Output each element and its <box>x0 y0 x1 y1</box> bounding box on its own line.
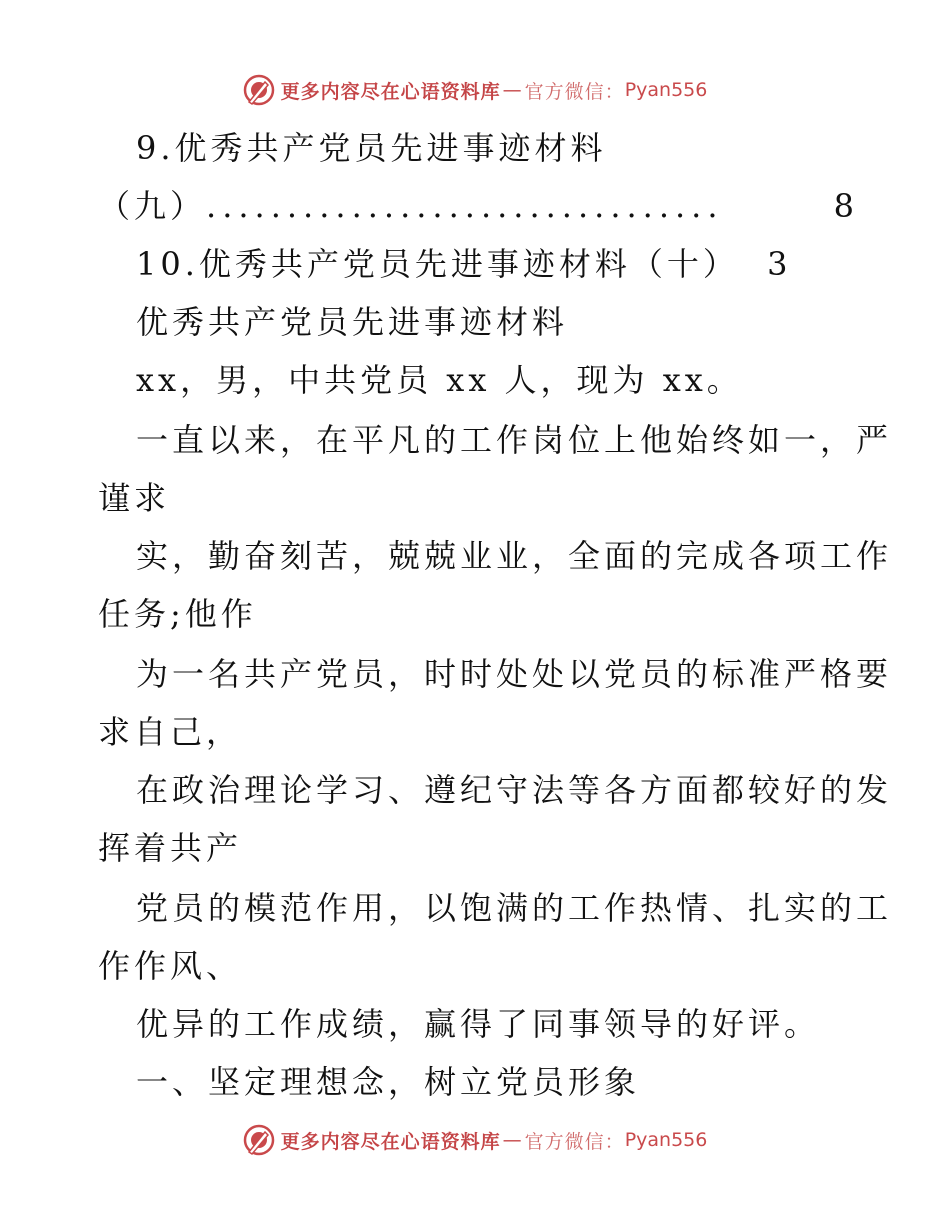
paragraph-line: 挥着共产 <box>98 829 243 867</box>
section-heading: 一、坚定理想念，树立党员形象 <box>136 1063 641 1101</box>
paragraph-line: 求自己， <box>98 713 243 751</box>
article-heading: 优秀共产党员先进事迹材料 <box>136 303 569 341</box>
toc-entry-10-title: 10.优秀共产党员先进事迹材料（十） <box>136 245 739 283</box>
watermark-wechat-id: Pyan556 <box>624 1129 708 1151</box>
watermark-separator: — <box>502 79 523 101</box>
watermark-label: 官方微信： <box>524 1130 625 1153</box>
paragraph-line: 为一名共产党员，时时处处以党员的标准严格要 <box>136 655 893 693</box>
paragraph-line: 在政治理论学习、遵纪守法等各方面都较好的发 <box>136 771 893 809</box>
paragraph-line: 任务;他作 <box>98 595 257 633</box>
paragraph-line: 实，勤奋刻苦，兢兢业业，全面的完成各项工作 <box>136 537 893 575</box>
paragraph-line: 谨求 <box>98 479 171 517</box>
paragraph-line: xx，男，中共党员 xx 人，现为 xx。 <box>136 361 743 399</box>
toc-entry-10-page: 3 <box>767 245 792 283</box>
toc-entry-9-page: 8 <box>833 187 858 225</box>
footer-watermark <box>0 1120 950 1160</box>
paragraph-line: 作作风、 <box>98 947 243 985</box>
paragraph-line: 党员的模范作用，以饱满的工作热情、扎实的工 <box>136 889 893 927</box>
watermark-main-text: 更多内容尽在心语资料库 <box>280 1130 501 1153</box>
watermark-wechat-id: Pyan556 <box>624 79 708 101</box>
pen-circle-logo-icon <box>243 74 275 106</box>
watermark-label: 官方微信： <box>524 80 625 103</box>
toc-entry-9-label: （九） <box>98 187 207 225</box>
watermark-separator: — <box>502 1129 523 1151</box>
pen-circle-logo-icon <box>243 1124 275 1156</box>
toc-entry-9-title: 9.优秀共产党员先进事迹材料 <box>136 129 607 167</box>
header-watermark <box>0 70 950 110</box>
toc-entry-9-continuation <box>98 186 858 226</box>
toc-entry-10 <box>136 244 791 284</box>
toc-dot-leader: ................................ <box>206 187 724 225</box>
paragraph-line: 一直以来，在平凡的工作岗位上他始终如一，严 <box>136 421 893 459</box>
watermark-main-text: 更多内容尽在心语资料库 <box>280 80 501 103</box>
paragraph-line: 优异的工作成绩，赢得了同事领导的好评。 <box>136 1005 821 1043</box>
